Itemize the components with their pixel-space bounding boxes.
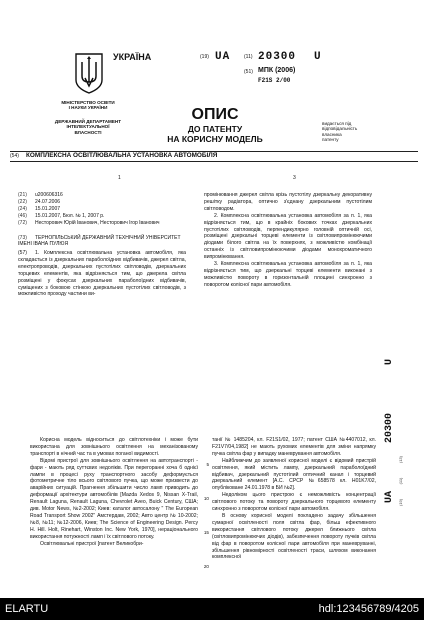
biblio-field-22: (22) 24.07.2006 xyxy=(18,199,61,205)
patent-number: 20300 xyxy=(258,51,297,63)
footer-bar xyxy=(0,598,424,620)
document-subtitle: ДО ПАТЕНТУ НА КОРИСНУ МОДЕЛЬ xyxy=(167,124,263,144)
ministry-name: МІНІСТЕРСТВО ОСВІТИ І НАУКИ УКРАЇНИ xyxy=(61,100,115,111)
column-marker: 3 xyxy=(293,175,296,181)
vertical-code-tags: (19) (11) (13) xyxy=(398,456,403,506)
body-right: танії № 1485204, кл. F21S1/02, 1977; патент США №4407012, кл. F21V7/04,1982] не мають рухомих елементів для зміни напрямку пучка світла фар у випадку маневрування автомобіля. Найближчим до заявленої корисної моделі є відомий пристрій освітлення, який містить лампу, дзеркальний параболоїдний відбивач, дзеркальний пустотілий оптичний канал і торцевий дзеркальний елемент [А.С. СРСР №658578 кл. H01K7/02, опубліковане 24.01.1978 в БИ №2]. Недоліком цього пристрою є неможливість концентрації світлового потоку та повороту дзеркального торцевого елементу синхронно з поворотом колісної пари автомобіля. В основу корисної моделі покладено задачу збільшення сумарної освітленості поля світла фар, більш ефективного використання світлового потоку джерел ближнього світла (світловипромінюючих діодів), забезпечення повороту пучків світла від фар в поворотом колісної пари автомобіля при маневруванні, збільшення рівномірності освітленості траси, шляхом виконання комплексної xyxy=(212,437,376,561)
biblio-field-21: (21) u200606316 xyxy=(18,192,63,198)
biblio-field-24: (24) 15.01.2007 xyxy=(18,206,61,212)
body-left: Корисна модель відноситься до світлотехніки і може бути використана для зовнішнього освітлення на механізованому транспорті в нічний час та в умовах поганої видимості. Відомі пристрої для зовнішнього освітлення на автотранспорті - фари - мають ряд суттєвих недоліків. При перегоранні хоча б однієї лампи в процесі руху транспортного засобу деформується фотометричне тіло всього світлового пучка, що може призвести до аварійних ситуацій. Прагнення збільшити число ламп приводить до деформації архітектури автомобілів [Mazda Xedos 9, Nissan X-Trail, Renault Laguna, Renault Laguna, Chevrolet Aveo, Buick Century, США; див. Motor News, №2-2002; Киев: каталог автосалону " The European Road Transport Show 2002" Амстердам, 2002; Авто центр № 10-2002; №8, №11; №12-2006, Киев; The Science of Engineering Design. Percy H. Hill. Holt, Rinehart, Winston Inc. New York, 1970], нераціонального використання потужності ламп і їх світлового потоку. Освітлювальні пристрої [патент Великобри- xyxy=(30,437,198,547)
mpk-label: МПК (2006) xyxy=(258,67,296,74)
code-tag-19: (19) xyxy=(200,54,209,60)
country-name: УКРАЇНА xyxy=(113,52,152,62)
column-marker: 1 xyxy=(118,175,121,181)
trident-emblem-icon xyxy=(74,52,104,94)
department-name: ДЕРЖАВНИЙ ДЕПАРТАМЕНТ ІНТЕЛЕКТУАЛЬНОЇ ВЛАСНОСТІ xyxy=(54,119,122,135)
code-tag-11: (11) xyxy=(244,54,253,60)
claims-right: промінювання джерел світла крізь пустотілу дзеркальну декоративну решітку радіатора, оптично з'єднану дзеркальним пустотілим світловодом. 2. Комплексна освітлювальна установка автомобіля за п. 1, яка відрізняється тим, що в крайніх бокових точках дзеркальних пустотілих світловодів, перпендикулярно головній оптичній осі, розміщені дзеркальні торцеві елементи із світловипромінюючими діодами білого світла на їх поверхнях, з можливістю комбінації останніх із світловипромінюючими діодами монохроматичного випромінювання. 3. Комплексна освітлювальна установка автомобіля за п. 1, яка відрізняється тим, що дзеркальні торцеві елементи виконані з можливістю повороту в горизонтальній площині синхронно з поворотом колісної пари автомобіля. xyxy=(204,192,372,288)
country-code: UA xyxy=(215,51,231,63)
kind-code: U xyxy=(314,51,321,63)
document-title: ОПИС xyxy=(191,106,239,123)
ipc-class: F21S 2/00 xyxy=(258,77,291,84)
divider xyxy=(10,161,418,162)
biblio-field-72: (72) Несторович Юрій Іванович, Несторович Ігор Іванович xyxy=(18,220,160,226)
biblio-field-46: (46) 15.01.2007, Бюл. № 1, 2007 р. xyxy=(18,213,105,219)
invention-title: КОМПЛЕКСНА ОСВІТЛЮВАЛЬНА УСТАНОВКА АВТОМОБІЛЯ xyxy=(26,152,218,159)
line-numbers: 5 10 15 20 xyxy=(203,462,209,569)
footer-repository-label: ELARTU xyxy=(5,603,49,615)
biblio-field-73: (73) ТЕРНОПІЛЬСЬКИЙ ДЕРЖАВНИЙ ТЕХНІЧНИЙ УНІВЕРСИТЕТ ІМЕНІ ІВАНА ПУЛЮЯ xyxy=(18,235,181,248)
title-tag: (54) xyxy=(10,153,19,159)
issuance-note: видається під відповідальність власника патенту xyxy=(322,121,358,143)
footer-handle-link[interactable]: hdl:123456789/4205 xyxy=(318,603,419,615)
vertical-patent-code: UA 20300 U xyxy=(384,358,395,504)
claims-left: (57) 1. Комплексна освітлювальна установка автомобіля, яка складається із дзеркальних параболоїдних відбивачів, джерел світла, електропроводів, дзеркальних пустотілих світловодів, дзеркальних торцевих елементів, яка відрізняється тим, що джерела світла розміщені у фокусах дзеркальних параболоїдних відбивачів, суміщених з боковою стінкою дзеркальних пустотілих світловодів, з можливістю проходу частини ви- xyxy=(18,250,186,298)
mpk-tag: (51) xyxy=(244,69,253,75)
